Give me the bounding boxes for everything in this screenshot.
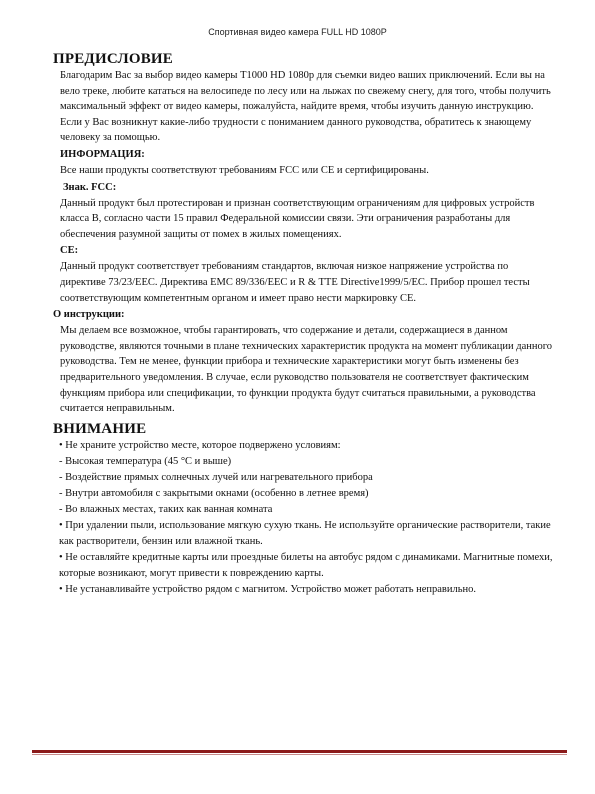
attention-item: • Не устанавливайте устройство рядом с магнитом. Устройство может работать неправильно. [59, 583, 477, 595]
fcc-paragraph: Данный продукт был протестирован и признан соответствующим ограничениям для цифровых устройств класса B, согласно части 15 правил Федеральной комиссии связи. Эти ограничения разработаны для обеспечения разумной защиты от помех в жилых помещениях. [60, 197, 535, 240]
information-paragraph: Все наши продукты соответствуют требованиям FCC или CE и сертифицированы. [60, 164, 429, 176]
preface-title: ПРЕДИСЛОВИЕ [53, 51, 174, 67]
attention-item: • При удалении пыли, использование мягкую сухую ткань. Не используйте органические растворители, такие как растворители, бензин или влажной ткань. [59, 519, 551, 547]
ce-paragraph: Данный продукт соответствует требованиям стандартов, включая низкое напряжение устройства по директиве 73/23/EEC. Директива EMC 89/336/EEC и R & TTE Directive1999/5/EC. Прибор прошел тесты соответствующим компетентным органом и имеет право нести маркировку CE. [60, 261, 530, 304]
footer-rule-shadow [32, 754, 567, 755]
information-heading: ИНФОРМАЦИЯ: [60, 148, 145, 160]
preface-paragraph: Благодарим Вас за выбор видео камеры T1000 HD 1080p для съемки видео ваших приключений. Если вы на вело треке, любите кататься на велосипеде по лесу или на лыжах по свежему снегу, для того, чтобы получить максимальный эффект от видео камеры, пожалуйста, найдите время, чтобы изучить данную инструкцию. Если у Вас возникнут какие-либо трудности с пониманием данного руководства, обратитесь к знающему человеку за помощью. [60, 70, 551, 144]
running-header: Спортивная видео камера FULL HD 1080P [208, 27, 387, 37]
attention-item: • Не оставляйте кредитные карты или проездные билеты на автобус рядом с динамиками. Магнитные помехи, которые возникают, могут привести к повреждению карты. [59, 551, 553, 579]
about-manual-paragraph: Мы делаем все возможное, чтобы гарантировать, что содержание и детали, содержащиеся в данном руководстве, являются точными в плане технических характеристик продукта на момент публикации данного руководства. Тем не менее, функции прибора и технические характеристики могут быть изменены без предварительного уведомления. В случае, если руководство пользователя не соответствует фактическим функциям прибора или спецификации, то функции продукта будут считаться правильными, а руководства считается неправильным. [60, 325, 553, 415]
attention-title: ВНИМАНИЕ [53, 420, 147, 437]
attention-item: - Высокая температура (45 °C и выше) [59, 455, 232, 467]
document-body [53, 50, 553, 598]
attention-item: - Внутри автомобиля с закрытыми окнами (особенно в летнее время) [59, 487, 369, 499]
about-manual-heading: О инструкции: [53, 309, 125, 321]
footer-rule [32, 750, 567, 753]
ce-heading: CE: [60, 245, 79, 257]
attention-item: • Не храните устройство месте, которое подвержено условиям: [59, 439, 341, 451]
attention-item: - Во влажных местах, таких как ванная комната [59, 503, 273, 515]
attention-item: - Воздействие прямых солнечных лучей или нагревательного прибора [59, 471, 373, 483]
fcc-heading: Знак. FCC: [63, 181, 117, 193]
